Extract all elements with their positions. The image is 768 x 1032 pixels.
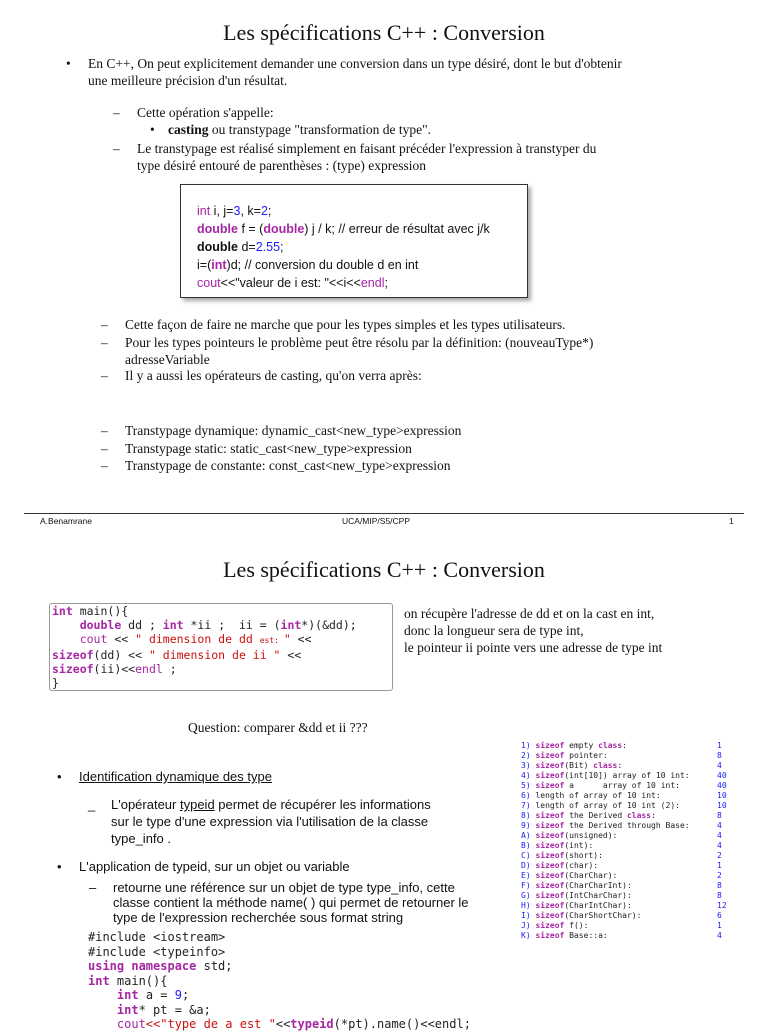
- app-bullet: • L'application de typeid, sur un objet ou variable: [79, 859, 350, 874]
- sub2-line1: – Le transtypage est réalisé simplement en faisant précéder l'expression à transtyper du: [137, 141, 597, 156]
- sizeof-keyword: sizeof: [535, 881, 565, 890]
- sizeof-row: [521, 781, 725, 791]
- dash-simple-types: – Cette façon de faire ne marche que pour les types simples et les types utilisateurs.: [125, 316, 725, 333]
- app-line-2: classe contient la méthode name( ) qui permet de retourner le: [113, 895, 469, 910]
- sizeof-keyword: sizeof: [535, 861, 565, 870]
- sizeof-keyword: sizeof: [535, 921, 565, 930]
- sizeof-keyword: sizeof: [535, 901, 565, 910]
- slide1-sub-casting: [137, 104, 431, 138]
- dash-casting-ops: – Il y a aussi les opérateurs de casting, qu'on verra après:: [125, 367, 422, 384]
- sizeof-row-label: F): [521, 881, 536, 890]
- code3-main: int main(){: [88, 973, 168, 988]
- sizeof-row-text: (unsigned):: [564, 831, 618, 840]
- sizeof-row-text: (char):: [564, 861, 599, 870]
- sizeof-row-label: 4): [521, 771, 536, 780]
- sizeof-keyword: sizeof: [535, 911, 565, 920]
- sizeof-row-text: the Derived: [564, 811, 627, 820]
- side-line-2: donc la longueur sera de type int,: [404, 623, 584, 638]
- sizeof-row-text: (Bit): [564, 761, 594, 770]
- code3-int-a: int a = 9;: [116, 988, 190, 1002]
- sizeof-value: 40: [717, 771, 727, 780]
- code2-line-5: sizeof(ii)<<endl ;: [52, 662, 177, 676]
- sizeof-row-label: G): [521, 891, 536, 900]
- typeid-word: typeid: [179, 797, 215, 812]
- slide2-title: Les spécifications C++ : Conversion: [223, 557, 545, 582]
- side-line-1: on récupère l'adresse de dd et on la cast en int,: [404, 606, 655, 621]
- sizeof-row-label: J): [521, 921, 536, 930]
- sizeof-value: 12: [717, 901, 727, 910]
- sizeof-keyword: sizeof: [535, 831, 565, 840]
- sizeof-class-keyword: class: [593, 761, 618, 770]
- sizeof-value: 8: [717, 891, 722, 900]
- sizeof-row-text: (short):: [564, 851, 603, 860]
- sizeof-row-text: (IntCharChar):: [564, 891, 632, 900]
- dash2-line2: adresseVariable: [125, 352, 210, 367]
- ident-title: Identification dynamique des type: [79, 769, 272, 784]
- sizeof-row-tail: :: [622, 741, 627, 750]
- code-box-pointer: [49, 603, 393, 691]
- app-line-3: type de l'expression recherchée sous format string: [113, 910, 404, 925]
- sizeof-row-text: (int[10]) array of 10 int:: [564, 771, 690, 780]
- sizeof-row-tail: :: [617, 761, 623, 770]
- sizeof-row: [521, 881, 725, 891]
- code-line-3: double d=2.55;: [197, 240, 284, 254]
- sizeof-value: 1: [717, 861, 722, 870]
- code-line-5: cout<<"valeur de i est: "<<i<<endl;: [197, 276, 388, 290]
- footer-divider: [24, 513, 744, 514]
- ident-line-2: sur le type d'une expression via l'utilisation de la classe: [111, 814, 429, 829]
- dash-dynamic-cast: – Transtypage dynamique: dynamic_cast<new_type>expression: [125, 422, 461, 439]
- ident-line-1: L'opérateur typeid permet de récupérer les informations: [111, 797, 431, 812]
- ident-description: [111, 796, 491, 847]
- casting-rest: ou transtypage "transformation de type".: [208, 122, 431, 137]
- bullet-line-1: • En C++, On peut explicitement demander une conversion dans un type désiré, dont le but d'obtenir: [88, 56, 622, 71]
- sizeof-class-keyword: class: [598, 741, 623, 750]
- sizeof-row-text: a array of 10 int:: [564, 781, 680, 790]
- code-typeid-example: [88, 930, 471, 1032]
- sizeof-keyword: sizeof: [535, 821, 565, 830]
- dash-const-cast: – Transtypage de constante: const_cast<new_type>expression: [125, 457, 451, 474]
- sizeof-row-label: E): [521, 871, 536, 880]
- sizeof-output-list: [521, 741, 725, 941]
- sizeof-value: 1: [717, 741, 722, 750]
- sizeof-row-label: D): [521, 861, 536, 870]
- sizeof-row: [521, 811, 725, 821]
- sizeof-row-text: length of array of 10 int:: [535, 791, 661, 800]
- code-box-cast: [180, 184, 528, 298]
- sizeof-row-text: f():: [564, 921, 589, 930]
- sizeof-row: [521, 761, 725, 771]
- sizeof-row-text: (CharShortChar):: [564, 911, 642, 920]
- code3-pointer: int* pt = &a;: [116, 1002, 211, 1017]
- ident-bullet: [79, 768, 272, 785]
- app-line-1: – retourne une référence sur un objet de type type_info, cette: [113, 880, 455, 895]
- code3-include-typeinfo: #include <typeinfo>: [88, 944, 226, 959]
- sizeof-value: 4: [717, 761, 722, 770]
- sizeof-row: [521, 801, 725, 811]
- sizeof-keyword: sizeof: [535, 751, 565, 760]
- sizeof-row-label: I): [521, 911, 536, 920]
- sizeof-keyword: sizeof: [535, 851, 565, 860]
- sizeof-row: [521, 891, 725, 901]
- sizeof-row-label: 5): [521, 781, 536, 790]
- sizeof-row: [521, 771, 725, 781]
- sizeof-row: [521, 841, 725, 851]
- sizeof-row-label: 9): [521, 821, 536, 830]
- sizeof-row: [521, 911, 725, 921]
- footer-author: A.Benamrane: [40, 516, 92, 526]
- sizeof-keyword: sizeof: [535, 811, 565, 820]
- sizeof-value: 4: [717, 831, 722, 840]
- sizeof-keyword: sizeof: [535, 931, 565, 940]
- sizeof-row-label: H): [521, 901, 536, 910]
- sizeof-row-text: Base::a:: [564, 931, 608, 940]
- sizeof-row: [521, 751, 725, 761]
- sizeof-row: [521, 791, 725, 801]
- sizeof-value: 8: [717, 881, 722, 890]
- dash-pointer-types: [125, 334, 725, 368]
- sizeof-row: [521, 931, 725, 941]
- sizeof-value: 2: [717, 871, 722, 880]
- code-line-2: double f = (double) j / k; // erreur de résultat avec j/k: [197, 222, 490, 236]
- sizeof-row-text: empty: [564, 741, 599, 750]
- sizeof-row-label: 3): [521, 761, 536, 770]
- slide1-bullet-intro: [88, 55, 708, 89]
- sizeof-value: 4: [717, 821, 722, 830]
- sizeof-row-label: 1): [521, 741, 536, 750]
- casting-line: • casting ou transtypage "transformation de type".: [150, 122, 431, 137]
- sizeof-row-tail: :: [651, 811, 656, 820]
- sizeof-keyword: sizeof: [535, 871, 565, 880]
- casting-word: casting: [168, 122, 209, 137]
- sizeof-class-keyword: class: [626, 811, 652, 820]
- sizeof-row-text: length of array of 10 int (2):: [535, 801, 680, 810]
- sizeof-keyword: sizeof: [535, 761, 565, 770]
- sizeof-row-text: the Derived through Base:: [564, 821, 690, 830]
- footer-course: UCA/MIP/S5/CPP: [342, 516, 411, 526]
- code-line-1: int i, j=3, k=2;: [197, 204, 272, 218]
- sizeof-value: 10: [717, 791, 727, 800]
- code3-using-namespace: using namespace std;: [88, 959, 233, 973]
- sizeof-row: [521, 831, 725, 841]
- sizeof-value: 40: [717, 781, 727, 790]
- sizeof-row-text: (CharCharInt):: [564, 881, 632, 890]
- bullet-line-2: une meilleure précision d'un résultat.: [88, 73, 288, 88]
- sizeof-row-label: 6): [521, 791, 536, 800]
- side-line-3: le pointeur ii pointe vers une adresse de type int: [404, 640, 663, 655]
- dash-static-cast: – Transtypage static: static_cast<new_type>expression: [125, 440, 412, 457]
- sizeof-row-text: (CharChar):: [564, 871, 618, 880]
- sizeof-row-label: 7): [521, 801, 536, 810]
- sizeof-row-label: B): [521, 841, 536, 850]
- sizeof-value: 4: [717, 841, 722, 850]
- sizeof-keyword: sizeof: [535, 841, 565, 850]
- sizeof-row-label: 2): [521, 751, 536, 760]
- sizeof-value: 4: [717, 931, 722, 940]
- sizeof-row-text: (CharIntChar):: [564, 901, 632, 910]
- slide1-title: Les spécifications C++ : Conversion: [223, 20, 545, 45]
- sizeof-keyword: sizeof: [535, 741, 565, 750]
- sizeof-row-label: C): [521, 851, 536, 860]
- sizeof-value: 10: [717, 801, 727, 810]
- sizeof-keyword: sizeof: [535, 771, 565, 780]
- sizeof-value: 1: [717, 921, 722, 930]
- code2-line-6: }: [52, 676, 59, 690]
- sub-label: – Cette opération s'appelle:: [137, 105, 274, 120]
- code2-line-4: sizeof(dd) << " dimension de ii " <<: [52, 648, 302, 662]
- code2-line-3: cout << " dimension de dd est: " <<: [52, 632, 312, 646]
- sizeof-row: [521, 921, 725, 931]
- sizeof-row-text: pointer:: [564, 751, 608, 760]
- side-explanation: [404, 605, 662, 656]
- app-description: [113, 880, 513, 925]
- sizeof-keyword: sizeof: [535, 891, 565, 900]
- code2-line-1: int main(){: [52, 604, 129, 618]
- sizeof-value: 2: [717, 851, 722, 860]
- footer-page-number: 1: [729, 516, 734, 526]
- ident-line-3: type_info .: [111, 831, 171, 846]
- sub2-line2: type désiré entouré de parenthèses : (type) expression: [137, 158, 427, 173]
- sizeof-value: 6: [717, 911, 722, 920]
- code2-line-2: double dd ; int *ii ; ii = (int*)(&dd);: [79, 618, 357, 632]
- sizeof-row: [521, 741, 725, 751]
- code3-include-iostream: #include <iostream>: [88, 930, 226, 944]
- question-text: Question: comparer &dd et ii ???: [188, 720, 368, 735]
- ident-dash-mark: _: [88, 797, 96, 812]
- sizeof-row: [521, 871, 725, 881]
- sizeof-row: [521, 821, 725, 831]
- code-line-4: i=(int)d; // conversion du double d en int: [197, 258, 419, 272]
- sizeof-row: [521, 861, 725, 871]
- sizeof-value: 8: [717, 811, 722, 820]
- dash2-line1: – Pour les types pointeurs le problème peut être résolu par la définition: (nouveauType*): [125, 335, 594, 350]
- code3-cout-typeid: cout<<"type de a est "<<typeid(*pt).name()<<endl;: [88, 1017, 471, 1031]
- sizeof-row-label: A): [521, 831, 536, 840]
- sizeof-row-label: K): [521, 931, 536, 940]
- sizeof-row: [521, 901, 725, 911]
- sizeof-row: [521, 851, 725, 861]
- sizeof-keyword: sizeof: [535, 781, 565, 790]
- sizeof-value: 8: [717, 751, 722, 760]
- sizeof-row-label: 8): [521, 811, 536, 820]
- slide1-sub-transtypage: [137, 140, 697, 174]
- sizeof-row-text: (int):: [564, 841, 594, 850]
